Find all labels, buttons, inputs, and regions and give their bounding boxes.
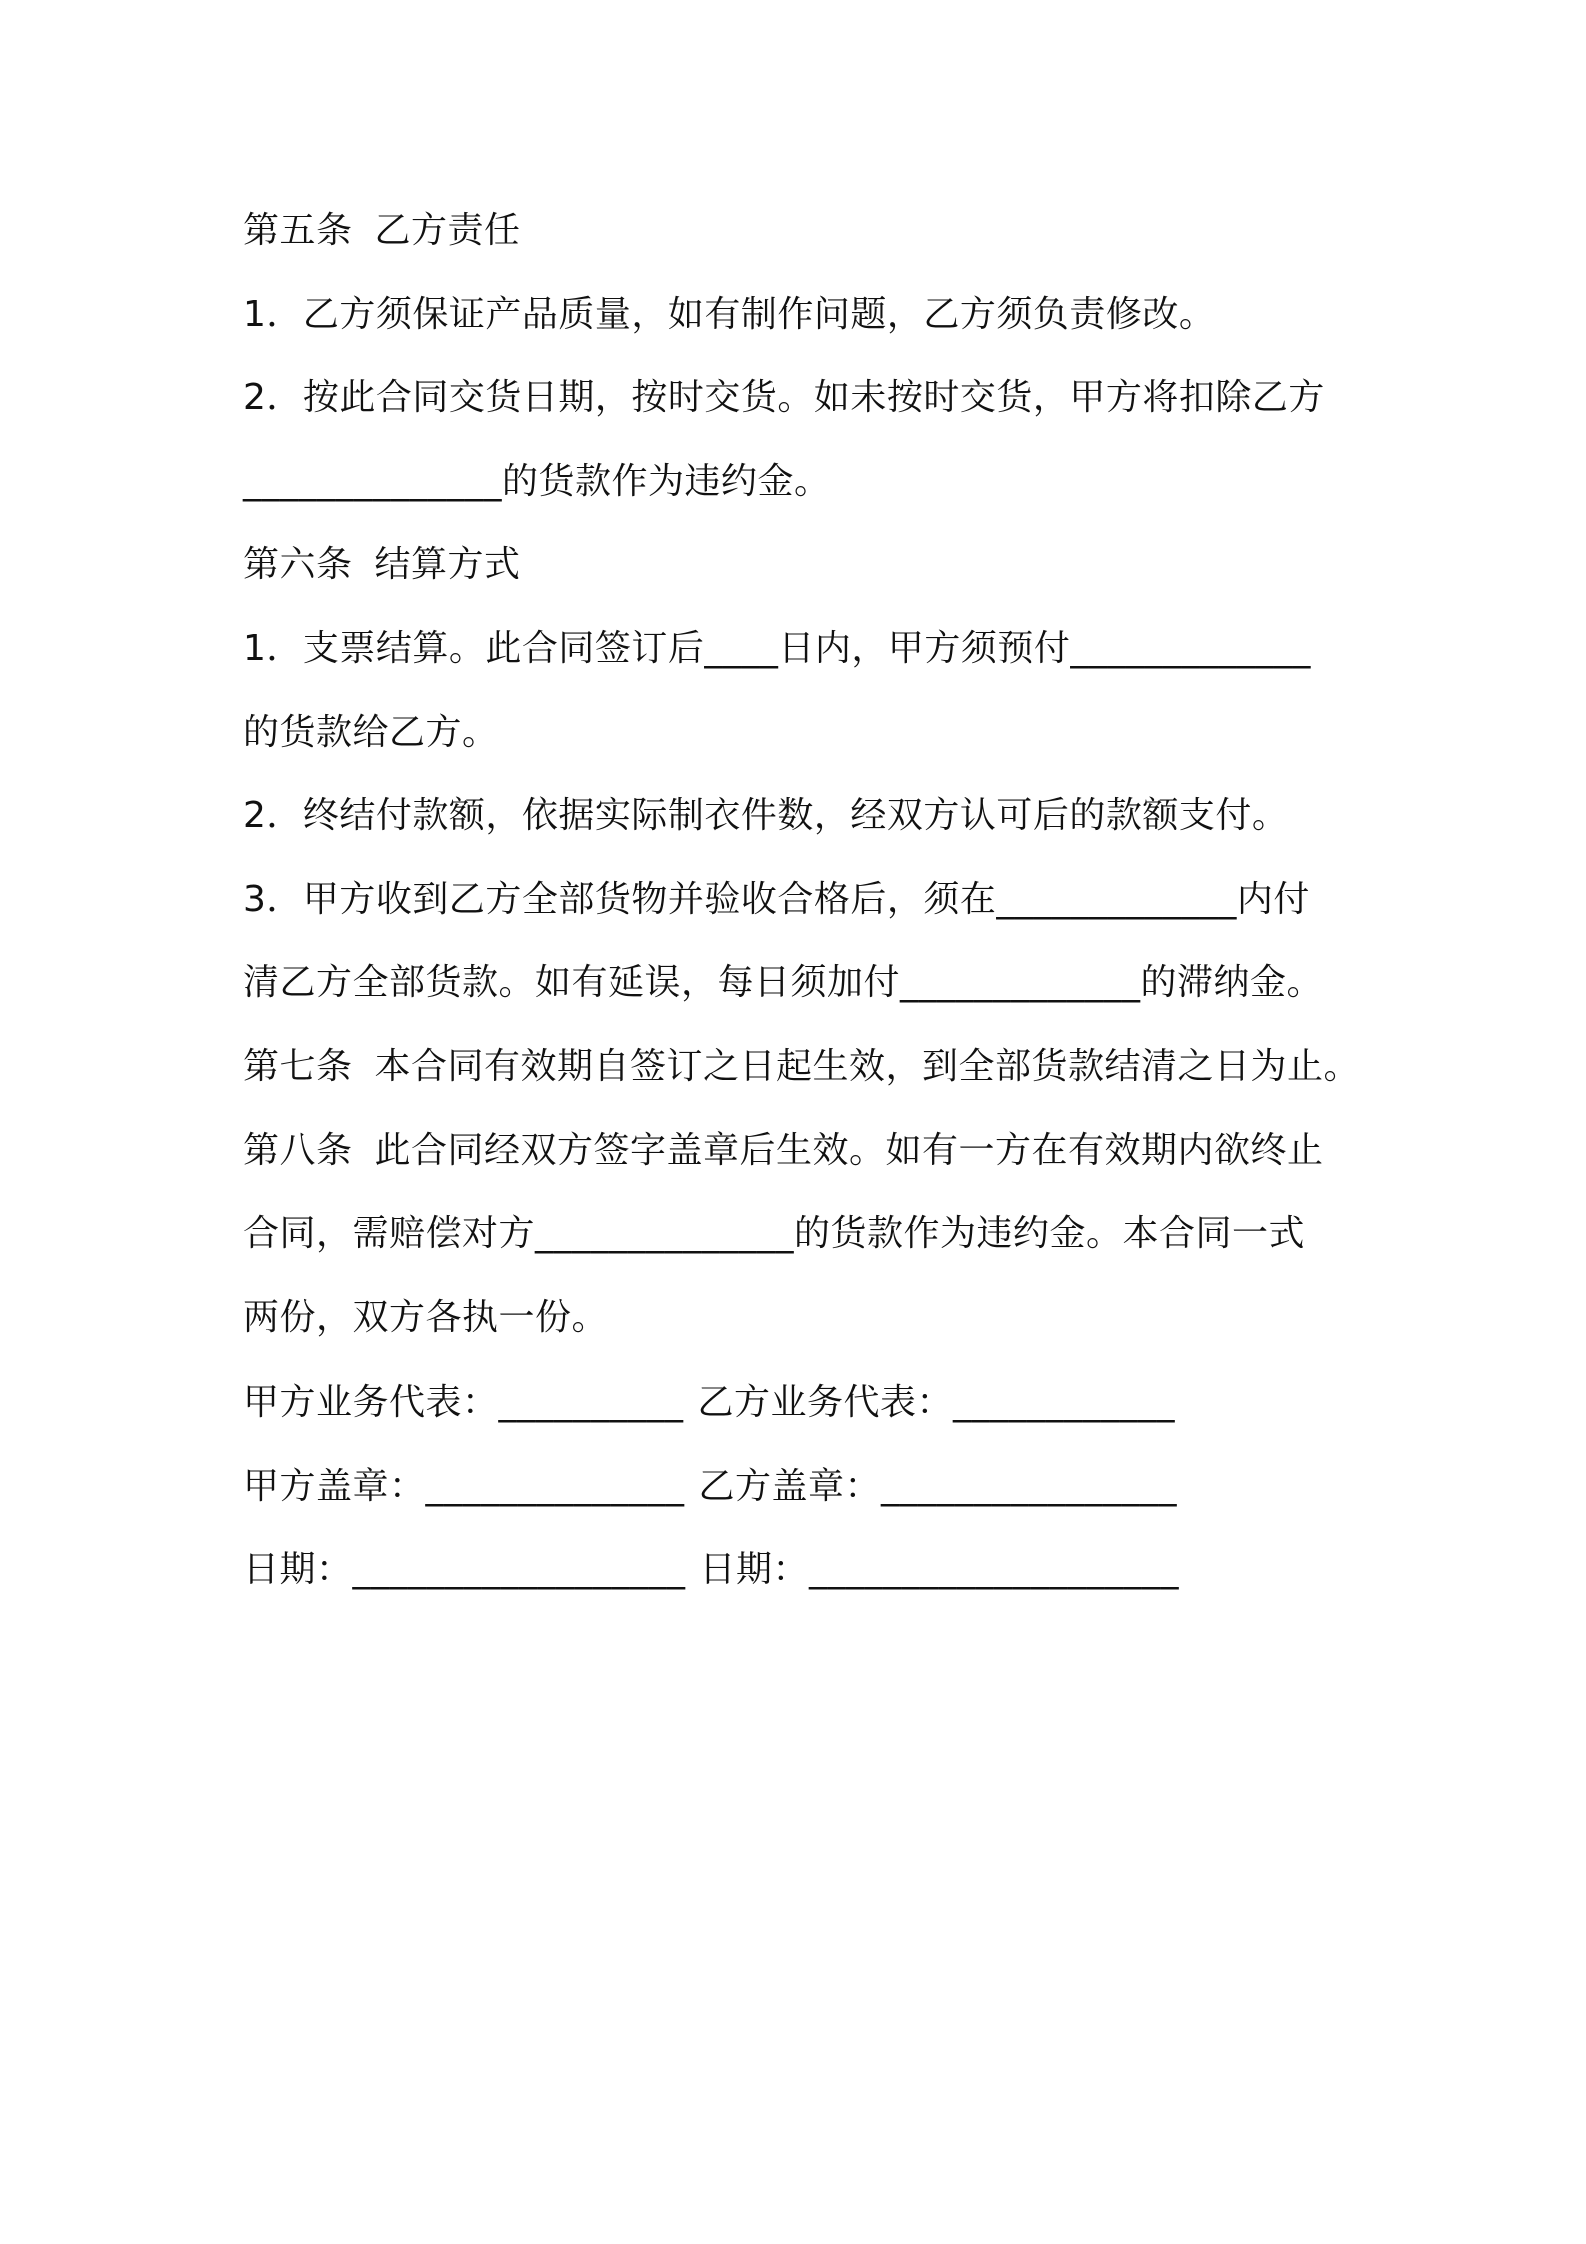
party-a-seal: 甲方盖章：______________ xyxy=(243,1466,685,1507)
party-b-date: 日期：____________________ xyxy=(699,1549,1180,1590)
article-5-clause-2: 2．按此合同交货日期，按时交货。如未按时交货，甲方将扣除乙方 xyxy=(243,377,1325,418)
article-6-clause-3: 3．甲方收到乙方全部货物并验收合格后，须在_____________内付 xyxy=(243,879,1310,920)
article-number: 第五条 xyxy=(243,210,353,251)
article-number: 第七条 xyxy=(243,1046,353,1087)
article-5-heading xyxy=(243,207,521,255)
article-5-clause-1: 1．乙方须保证产品质量，如有制作问题，乙方须负责修改。 xyxy=(243,294,1216,335)
article-6-heading xyxy=(243,541,521,589)
signature-seals xyxy=(243,1463,1177,1511)
party-b-representative: 乙方业务代表：____________ xyxy=(697,1382,1176,1423)
signature-representatives xyxy=(243,1379,1175,1427)
article-5-clause-2-cont: ______________的货款作为违约金。 xyxy=(243,461,831,502)
article-number: 第八条 xyxy=(243,1130,353,1171)
signature-dates xyxy=(243,1546,1179,1594)
article-8-cont-2: 两份，双方各执一份。 xyxy=(243,1297,609,1338)
party-a-date: 日期：__________________ xyxy=(243,1549,686,1590)
article-6-clause-1-cont: 的货款给乙方。 xyxy=(243,712,499,753)
article-6-clause-2: 2．终结付款额，依据实际制衣件数，经双方认可后的款额支付。 xyxy=(243,795,1289,836)
party-b-seal: 乙方盖章：________________ xyxy=(698,1466,1178,1507)
article-8-cont-1: 合同，需赔偿对方______________的货款作为违约金。本合同一式 xyxy=(243,1213,1306,1254)
article-6-clause-1: 1．支票结算。此合同签订后____日内，甲方须预付_____________ xyxy=(243,628,1311,669)
article-8 xyxy=(243,1127,1324,1175)
article-text: 此合同经双方签字盖章后生效。如有一方在有效期内欲终止 xyxy=(374,1130,1324,1171)
article-title: 乙方责任 xyxy=(374,210,521,251)
article-title: 结算方式 xyxy=(374,544,521,585)
article-6-clause-3-cont: 清乙方全部货款。如有延误，每日须加付_____________的滞纳金。 xyxy=(243,962,1324,1003)
article-number: 第六条 xyxy=(243,544,353,585)
party-a-representative: 甲方业务代表：__________ xyxy=(243,1382,684,1423)
article-text: 本合同有效期自签订之日起生效，到全部货款结清之日为止。 xyxy=(374,1046,1361,1087)
article-7 xyxy=(243,1043,1360,1091)
